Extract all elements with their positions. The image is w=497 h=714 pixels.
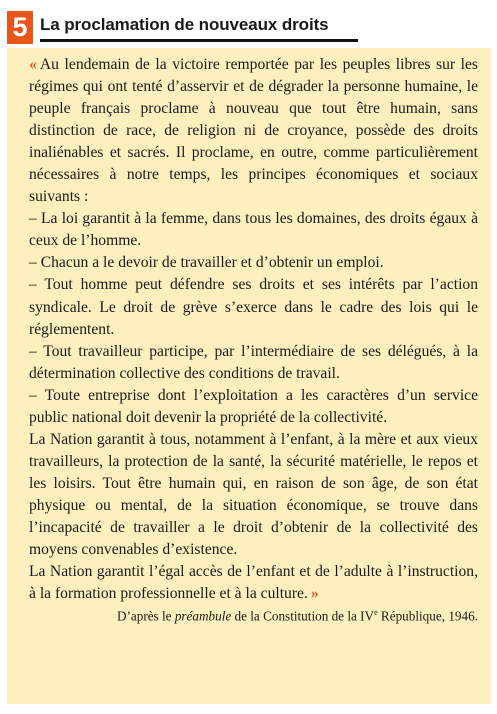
instruction-text: La Nation garantit l’égal accès de l’enfant et de l’adulte à l’instruction, à la formation professionnelle et à la culture. bbox=[29, 563, 478, 603]
source-middle: de la Constitution de la IV bbox=[234, 608, 375, 624]
document-text-box bbox=[7, 48, 491, 704]
source-italic: préambule bbox=[174, 608, 232, 624]
document-number-badge: 5 bbox=[7, 11, 33, 44]
closing-quote-mark: » bbox=[310, 585, 319, 603]
document-title: La proclamation de nouveaux droits bbox=[40, 15, 329, 34]
document-body bbox=[29, 54, 478, 605]
list-item: – Toute entreprise dont l’exploitation a les caractères d’un service public national doit devenir la propriété de la collectivité. bbox=[29, 386, 478, 426]
source-sup: e bbox=[374, 608, 378, 618]
list-item: – Tout travailleur participe, par l’intermédiaire de ses délégués, à la détermination collective des conditions de travail. bbox=[29, 342, 478, 382]
list-item: – La loi garantit à la femme, dans tous les domaines, des droits égaux à ceux de l’homme. bbox=[29, 210, 478, 250]
opening-quote-mark: « bbox=[29, 56, 37, 73]
intro-paragraph bbox=[29, 54, 478, 208]
intro-text: Au lendemain de la victoire remportée par les peuples libres sur les régimes qui ont tenté d’asservir et de dégrader la personne humaine, le peuple français proclame à nouveau que tout être humain, sans distinction de race, de religion ni de croyance, possède des droits inaliénables et sacrés. Il proclame, en outre, comme particulièrement nécessaires à notre temps, les principes économiques et sociaux suivants : bbox=[29, 56, 478, 206]
list-item: – Chacun a le devoir de travailler et d’obtenir un emploi. bbox=[29, 254, 384, 272]
instruction-paragraph bbox=[29, 561, 478, 605]
source-suffix: République, 1946. bbox=[380, 608, 478, 624]
source-citation bbox=[29, 605, 478, 624]
document-header bbox=[7, 9, 491, 45]
title-underline bbox=[40, 39, 358, 42]
protection-paragraph: La Nation garantit à tous, notamment à l’enfant, à la mère et aux vieux travailleurs, la protection de la santé, la sécurité matérielle, le repos et les loisirs. Tout être humain qui, en raison de son âge, de son état physique ou mental, de la situation économique, se trouve dans l’incapacité de travailler a le droit d’obtenir de la collectivité des moyens convenables d’existence. bbox=[29, 430, 478, 559]
source-prefix: D’après le bbox=[116, 608, 172, 624]
list-item: – Tout homme peut défendre ses droits et ses intérêts par l’action syndicale. Le droit de grève s’exerce dans le cadre des lois qui le réglementent. bbox=[29, 276, 478, 338]
